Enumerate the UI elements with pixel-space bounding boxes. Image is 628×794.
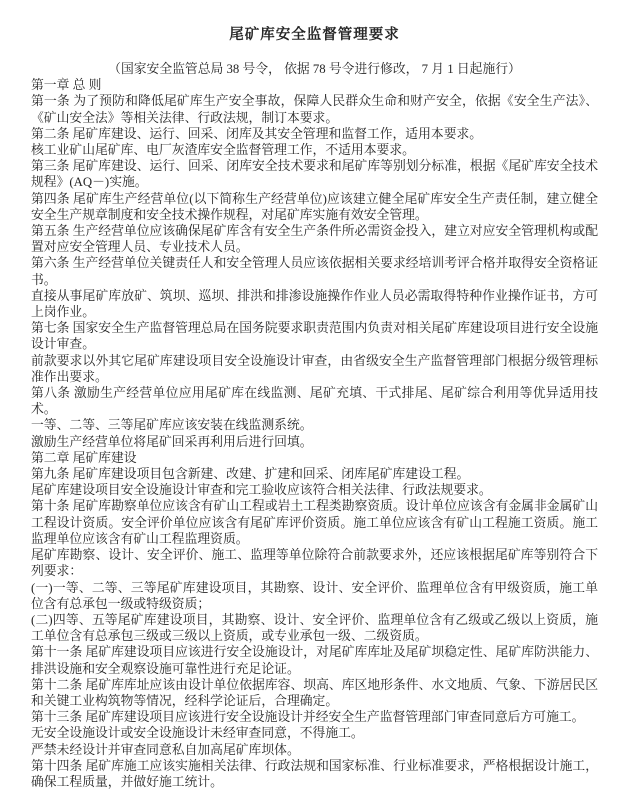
- paragraph: 第七条 国家安全生产监督管理总局在国务院要求职责范围内负责对相关尾矿库建设项目进行安全设施设计审查。: [31, 321, 598, 352]
- paragraph: 严禁未经设计并审查同意私自加高尾矿库坝体。: [31, 742, 300, 757]
- document-title: 尾矿库安全监督管理要求: [229, 27, 400, 43]
- paragraph: 直接从事尾矿库放矿、筑坝、巡坝、排洪和排渗设施操作作业人员必需取得特种作业操作证书，方可上岗作业。: [31, 288, 598, 320]
- paragraph: 核工业矿山尾矿库、电厂灰渣库安全监督管理工作，不适用本要求。: [31, 143, 415, 158]
- paragraph: 前款要求以外其它尾矿库建设项目安全设施设计审查，由省级安全生产监督管理部门根据分级管理标准作出要求。: [31, 353, 598, 384]
- paragraph: 第六条 生产经营单位关键责任人和安全管理人员应该依据相关要求经培训考评合格并取得安全资格证书。: [31, 256, 598, 287]
- paragraph: 第十条 尾矿库勘察单位应该含有矿山工程或岩土工程类勘察资质。设计单位应该含有金属非金属矿山工程设计资质。安全评价单位应该含有尾矿库评价资质。施工单位应该含有矿山工程施工资质。施工监理单位应该含有矿山工程监理资质。: [31, 499, 598, 546]
- paragraph: 第二条 尾矿库建设、运行、回采、闭库及其安全管理和监督工作，适用本要求。: [31, 126, 483, 141]
- paragraph: 一等、二等、三等尾矿库应该安装在线监测系统。: [31, 418, 313, 433]
- paragraph: 第一条 为了预防和降低尾矿库生产安全事故，保障人民群众生命和财产安全，依据《安全生产法》、《矿山安全法》等相关法律、行政法规，制订本要求。: [31, 94, 598, 125]
- paragraph: 第十四条 尾矿库施工应该实施相关法律、行政法规和国家标准、行业标准要求，严格根据设计施工，确保工程质量，并做好施工统计。: [31, 758, 598, 789]
- paragraph: (二)四等、五等尾矿库建设项目，其勘察、设计、安全评价、监理单位含有乙级或乙级以上资质，施工单位含有总承包三级或三级以上资质，或专业承包一级、二级资质。: [31, 612, 598, 644]
- paragraph: 激励生产经营单位将尾矿回采再利用后进行回填。: [31, 434, 313, 449]
- document-body: [31, 61, 598, 790]
- paragraph: 第三条 尾矿库建设、运行、回采、闭库安全技术要求和尾矿库等别划分标准，根据《尾矿库安全技术规程》(AQ－)实施。: [31, 159, 598, 190]
- chapter-heading: 第二章 尾矿库建设: [31, 450, 137, 465]
- paragraph: 尾矿库勘察、设计、安全评价、施工、监理等单位除符合前款要求外，还应该根据尾矿库等别符合下列要求：: [31, 548, 598, 579]
- paragraph: 第九条 尾矿库建设项目包含新建、改建、扩建和回采、闭库尾矿库建设工程。: [31, 467, 470, 482]
- paragraph: 尾矿库建设项目安全设施设计审查和完工验收应该符合相关法律、行政法规要求。: [31, 483, 492, 498]
- paragraph: 第十一条 尾矿库建设项目应该进行安全设施设计，对尾矿库库址及尾矿坝稳定性、尾矿库防洪能力、排洪设施和安全观察设施可靠性进行充足论证。: [31, 645, 598, 676]
- chapter-heading: 第一章 总 则: [31, 78, 102, 93]
- paragraph: 第四条 尾矿库生产经营单位(以下简称生产经营单位)应该建立健全尾矿库安全生产责任制，建立健全安全生产规章制度和安全技术操作规程，对尾矿库实施有效安全管理。: [31, 191, 598, 222]
- paragraph: 第五条 生产经营单位应该确保尾矿库含有安全生产条件所必需资金投入，建立对应安全管理机构或配置对应安全管理人员、专业技术人员。: [31, 224, 598, 255]
- paragraph: 第十三条 尾矿库建设项目应该进行安全设施设计并经安全生产监督管理部门审查同意后方可施工。: [31, 710, 585, 725]
- paragraph: 无安全设施设计或安全设施设计未经审查同意，不得施工。: [31, 726, 364, 741]
- document-subtitle: （国家安全监管总局 38 号令， 依据 78 号令进行修改， 7 月 1 日起施行）: [108, 62, 521, 76]
- paragraph: (一)一等、二等、三等尾矿库建设项目，其勘察、设计、安全评价、监理单位含有甲级资质，施工单位含有总承包一级或特级资质；: [31, 580, 598, 611]
- paragraph: 第八条 激励生产经营单位应用尾矿库在线监测、尾矿充填、干式排尾、尾矿综合利用等优异适用技术。: [31, 386, 598, 417]
- paragraph: 第十二条 尾矿库库址应该由设计单位依据库容、坝高、库区地形条件、水文地质、气象、下游居民区和关键工业构筑物等情况，经科学论证后，合理确定。: [31, 677, 598, 708]
